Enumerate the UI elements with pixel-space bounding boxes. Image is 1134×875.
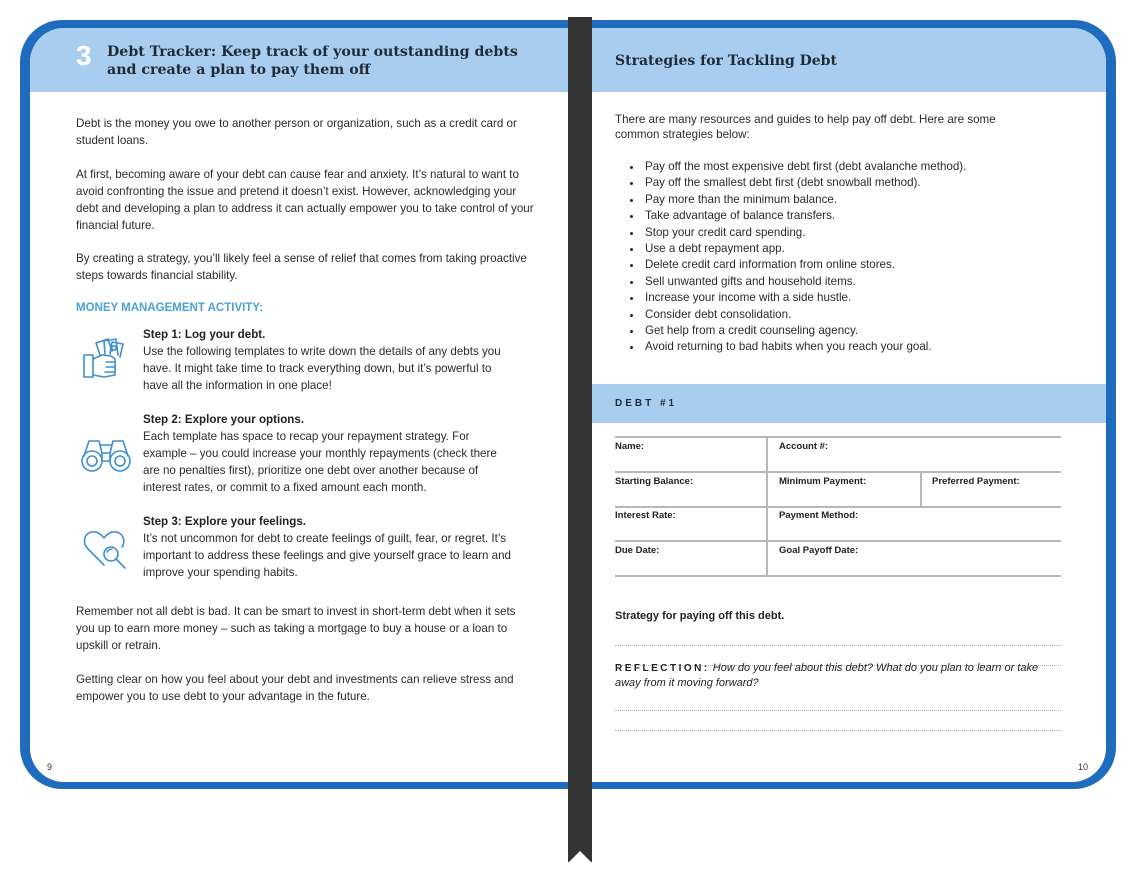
step-3 — [143, 513, 513, 581]
list-item: • Increase your income with a side hustle. — [643, 290, 966, 306]
strategy-prompt: Strategy for paying off this debt. — [615, 610, 785, 622]
list-item: • Pay off the most expensive debt first (debt avalanche method). — [643, 159, 966, 175]
ribbon-notch — [568, 851, 592, 863]
list-item: • Take advantage of balance transfers. — [643, 208, 966, 224]
chapter-title: Debt Tracker: Keep track of your outstanding debts and create a plan to pay them off — [107, 44, 518, 78]
strategies-intro: There are many resources and guides to help pay off debt. Here are some common strategies below: — [615, 113, 996, 141]
form-divider — [920, 471, 922, 506]
reflection-writing-line[interactable] — [615, 710, 1061, 711]
goal-payoff-date-field[interactable]: Goal Payoff Date: — [779, 545, 859, 556]
closing-paragraph: Getting clear on how you feel about your debt and investments can relieve stress and empower you to use debt to your advantage in the future. — [76, 673, 514, 703]
step-1 — [143, 326, 513, 394]
list-item: • Use a debt repayment app. — [643, 241, 966, 257]
anxiety-paragraph: At first, becoming aware of your debt can cause fear and anxiety. It’s natural to want to avoid confronting the issue and pretend it doesn’t exist. However, acknowledging your debt and developing a plan to address it can actually empower you to take control of your financial future. — [76, 168, 534, 232]
left-page — [30, 28, 569, 782]
minimum-payment-field[interactable]: Minimum Payment: — [779, 476, 867, 487]
list-item: • Sell unwanted gifts and household items. — [643, 274, 966, 290]
heart-magnifier-icon — [80, 525, 132, 571]
right-page — [568, 28, 1106, 782]
form-divider — [766, 436, 768, 577]
chapter-number: 3 — [76, 40, 92, 71]
debt-label: DEBT #1 — [615, 398, 678, 409]
step-1-title: Step 1: Log your debt. — [143, 328, 266, 341]
step-2-title: Step 2: Explore your options. — [143, 413, 305, 426]
form-line — [615, 506, 1061, 508]
step-1-body: Use the following templates to write down the details of any debts you have. It might take time to track everything down, but it’s powerful to have all the information in one place! — [143, 345, 501, 392]
strategies-list — [629, 159, 966, 356]
good-debt-paragraph: Remember not all debt is bad. It can be smart to invest in short-term debt when it sets you up to earn more money – such as taking a mortgage to buy a house or a loan to upskill or retrain. — [76, 605, 516, 652]
chapter-header — [30, 28, 569, 92]
starting-balance-field[interactable]: Starting Balance: — [615, 476, 694, 487]
debt-band — [568, 384, 1106, 423]
list-item: • Delete credit card information from online stores. — [643, 257, 966, 273]
list-item: • Pay off the smallest debt first (debt snowball method). — [643, 175, 966, 191]
strategies-title: Strategies for Tackling Debt — [615, 53, 837, 69]
activity-heading: MONEY MANAGEMENT ACTIVITY: — [76, 302, 263, 314]
interest-rate-field[interactable]: Interest Rate: — [615, 510, 676, 521]
preferred-payment-field[interactable]: Preferred Payment: — [932, 476, 1020, 487]
account-field[interactable]: Account #: — [779, 441, 829, 452]
list-item: • Get help from a credit counseling agency. — [643, 323, 966, 339]
name-field[interactable]: Name: — [615, 441, 645, 452]
bookmark-ribbon — [568, 17, 592, 862]
list-item: • Stop your credit card spending. — [643, 225, 966, 241]
list-item: • Consider debt consolidation. — [643, 307, 966, 323]
strategy-writing-line[interactable] — [615, 645, 1061, 646]
form-line — [615, 436, 1061, 438]
payment-method-field[interactable]: Payment Method: — [779, 510, 859, 521]
step-2-body: Each template has space to recap your repayment strategy. For example – you could increase your monthly repayments (check there are no penalties first), prioritize one debt over another because of interest rates, or commit to a fixed amount each month. — [143, 430, 497, 494]
page-number-right: 10 — [1077, 762, 1088, 772]
intro-paragraph: Debt is the money you owe to another person or organization, such as a credit card or student loans. — [76, 117, 517, 147]
step-3-title: Step 3: Explore your feelings. — [143, 515, 306, 528]
strategy-paragraph: By creating a strategy, you’ll likely feel a sense of relief that comes from taking proactive steps towards financial stability. — [76, 252, 527, 282]
step-2 — [143, 411, 513, 496]
form-line — [615, 540, 1061, 542]
reflection-label: REFLECTION: — [615, 663, 710, 674]
form-line — [615, 575, 1061, 577]
binoculars-icon — [80, 431, 132, 477]
reflection-question: How do you feel about this debt? What do you plan to learn or take away from it moving forward? — [615, 662, 1039, 689]
reflection-prompt — [615, 661, 1061, 690]
strategies-header — [568, 28, 1106, 92]
reflection-writing-line[interactable] — [615, 730, 1061, 731]
due-date-field[interactable]: Due Date: — [615, 545, 660, 556]
list-item: • Avoid returning to bad habits when you reach your goal. — [643, 339, 966, 355]
page-number-left: 9 — [47, 762, 53, 772]
step-3-body: It’s not uncommon for debt to create feelings of guilt, fear, or regret. It’s important to address these feelings and give yourself grace to learn and improve your spending habits. — [143, 532, 511, 579]
money-hand-icon — [80, 335, 132, 381]
list-item: • Pay more than the minimum balance. — [643, 192, 966, 208]
form-line — [615, 471, 1061, 473]
